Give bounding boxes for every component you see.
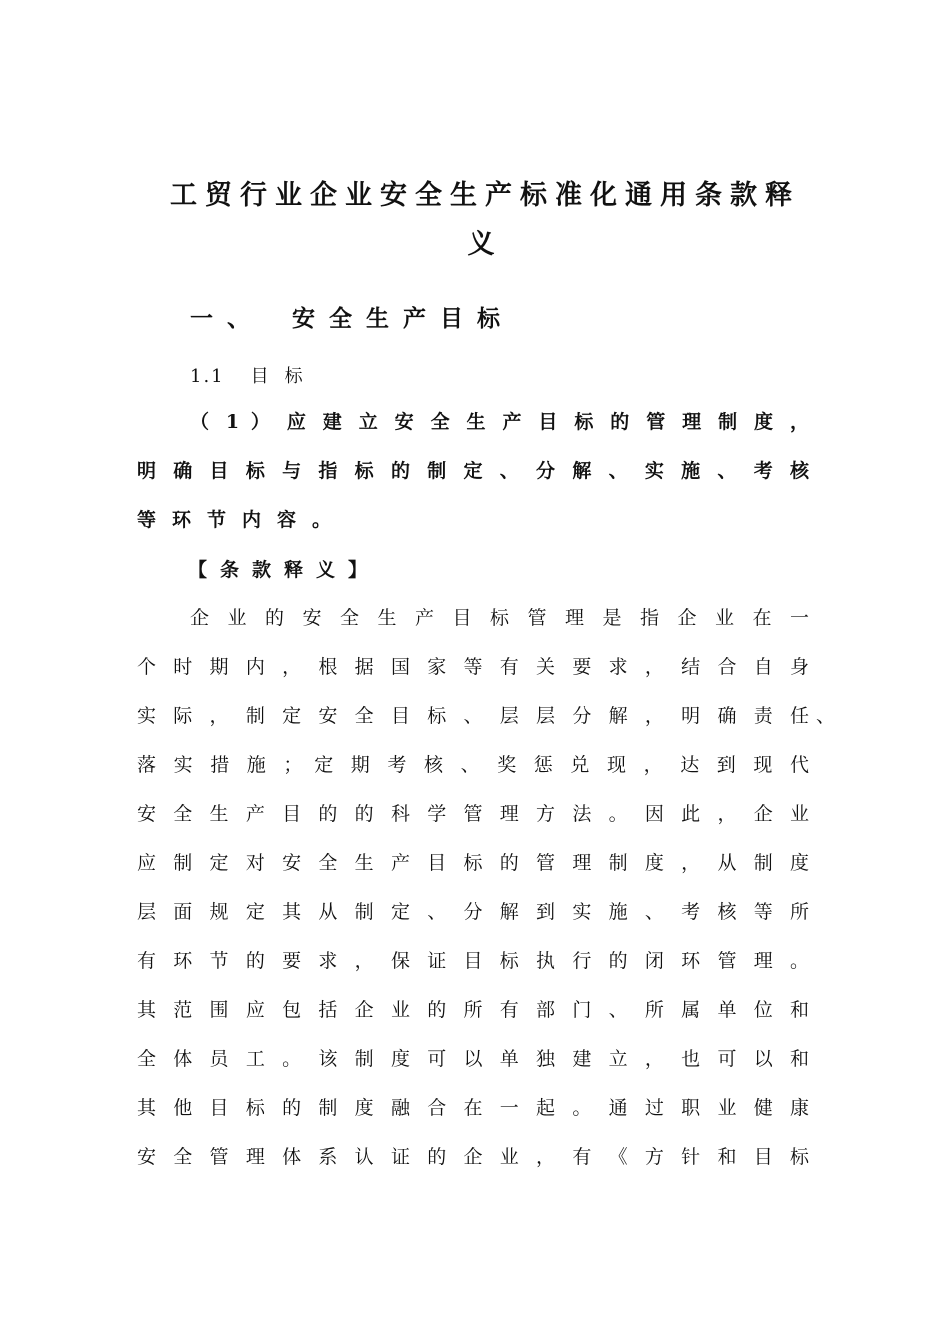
section-number: 一、 <box>190 306 264 332</box>
clause-line: （ 1 ） 应 建 立 安 全 生 产 目 标 的 管 理 制 度 ， <box>190 411 809 433</box>
body-line: 安 全 生 产 目 的 的 科 学 管 理 方 法 。 因 此 ， 企 业 <box>137 803 809 825</box>
document-title-line-2: 义 <box>467 229 503 260</box>
body-line: 有 环 节 的 要 求 ， 保 证 目 标 执 行 的 闭 环 管 理 。 <box>137 950 809 972</box>
subsection-title: 目标 <box>250 366 319 387</box>
body-trailing-mark: 、 <box>815 705 835 727</box>
body-line: 安 全 管 理 体 系 认 证 的 企 业 ， 有 《 方 针 和 目 标 <box>137 1146 809 1168</box>
clause-line: 等环节内容。 <box>137 509 348 531</box>
body-line: 应 制 定 对 安 全 生 产 目 标 的 管 理 制 度 ， 从 制 度 <box>137 852 809 874</box>
document-title-line-1: 工贸行业企业安全生产标准化通用条款释 <box>170 180 800 211</box>
body-line: 企 业 的 安 全 生 产 目 标 管 理 是 指 企 业 在 一 <box>190 607 809 629</box>
section-title: 安全生产目标 <box>292 306 514 332</box>
subsection-number: 1.1 <box>190 366 225 387</box>
subsection-heading <box>190 362 319 388</box>
interpretation-label: 【条款释义】 <box>188 559 381 581</box>
body-line: 层 面 规 定 其 从 制 定 、 分 解 到 实 施 、 考 核 等 所 <box>137 901 809 923</box>
body-line: 个 时 期 内 ， 根 据 国 家 等 有 关 要 求 ， 结 合 自 身 <box>137 656 809 678</box>
body-line: 其 他 目 标 的 制 度 融 合 在 一 起 。 通 过 职 业 健 康 <box>137 1097 809 1119</box>
section-heading <box>190 300 514 333</box>
body-line <box>137 701 835 731</box>
clause-line: 明 确 目 标 与 指 标 的 制 定 、 分 解 、 实 施 、 考 核 <box>137 460 809 482</box>
body-line: 落 实 措 施 ； 定 期 考 核 、 奖 惩 兑 现 ， 达 到 现 代 <box>137 754 809 776</box>
body-line: 其 范 围 应 包 括 企 业 的 所 有 部 门 、 所 属 单 位 和 <box>137 999 809 1021</box>
body-line-text: 实 际 ， 制 定 安 全 目 标 、 层 层 分 解 ， 明 确 责 任 <box>137 705 809 727</box>
body-line: 全 体 员 工 。 该 制 度 可 以 单 独 建 立 ， 也 可 以 和 <box>137 1048 809 1070</box>
